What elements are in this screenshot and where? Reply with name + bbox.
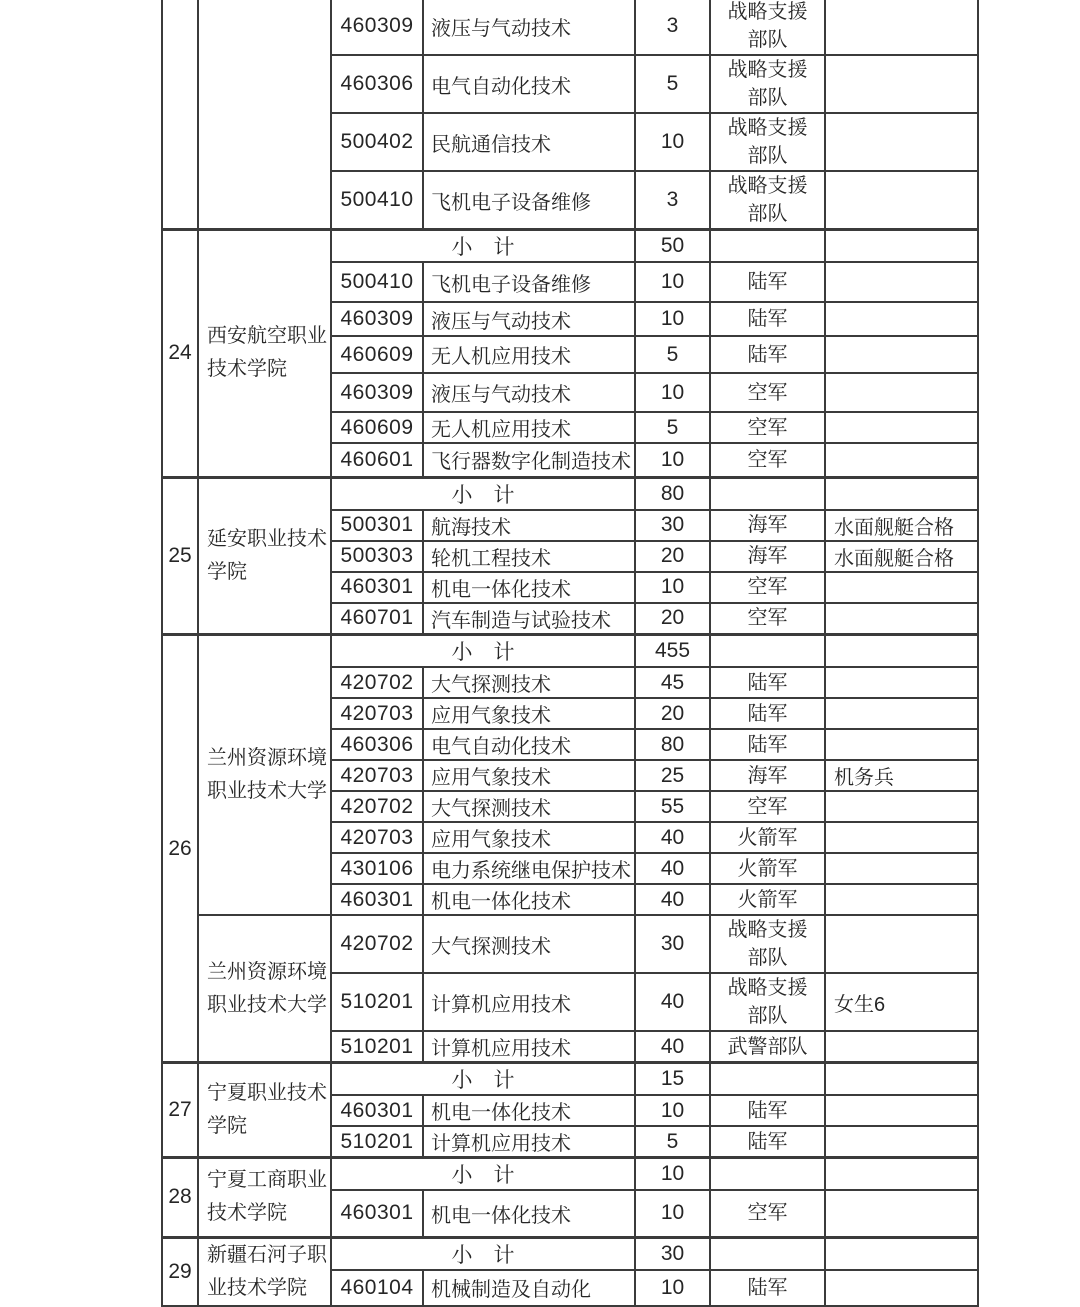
branch-cell: 空军 [710,373,825,412]
quantity-cell: 5 [635,55,710,113]
subtotal-row [162,1158,978,1191]
branch-cell [710,230,825,263]
subtotal-label-cell: 小 计 [331,477,635,510]
quantity-cell: 40 [635,973,710,1031]
quantity-cell: 10 [635,1270,710,1306]
major-code-cell: 510201 [331,1031,423,1063]
major-code-cell: 510201 [331,1126,423,1158]
major-code-cell: 460309 [331,0,423,55]
remark-cell [825,113,978,171]
major-name-cell: 民航通信技术 [423,113,635,171]
remark-cell [825,572,978,603]
major-name-cell: 机械制造及自动化 [423,1270,635,1306]
major-name-cell: 机电一体化技术 [423,572,635,603]
major-code-cell: 460301 [331,884,423,915]
remark-cell [825,1095,978,1126]
major-name-cell: 电气自动化技术 [423,55,635,113]
major-name-cell: 液压与气动技术 [423,0,635,55]
remark-cell [825,477,978,510]
major-name-cell: 无人机应用技术 [423,336,635,373]
remark-cell: 女生6 [825,973,978,1031]
remark-cell [825,373,978,412]
quantity-cell: 3 [635,0,710,55]
branch-cell: 海军 [710,541,825,572]
branch-cell: 陆军 [710,1270,825,1306]
major-name-cell: 电力系统继电保护技术 [423,853,635,884]
major-code-cell: 420703 [331,822,423,853]
quantity-cell: 5 [635,1126,710,1158]
major-code-cell: 510201 [331,973,423,1031]
major-code-cell: 460609 [331,412,423,443]
remark-cell [825,667,978,698]
branch-cell: 战略支援部队 [710,113,825,171]
branch-cell: 空军 [710,1190,825,1237]
major-name-cell: 计算机应用技术 [423,1031,635,1063]
major-code-cell: 420702 [331,667,423,698]
major-name-cell: 飞行器数字化制造技术 [423,443,635,477]
branch-cell: 陆军 [710,302,825,336]
school-cell: 兰州资源环境职业技术大学 [198,635,331,916]
branch-cell: 火箭军 [710,822,825,853]
branch-cell: 空军 [710,791,825,822]
quantity-cell: 30 [635,915,710,973]
quantity-cell: 40 [635,853,710,884]
row-number-cell: 24 [162,230,198,478]
remark-cell [825,603,978,635]
remark-cell [825,336,978,373]
quantity-cell: 10 [635,1095,710,1126]
school-cell: 宁夏工商职业技术学院 [198,1158,331,1238]
remark-cell [825,1270,978,1306]
major-name-cell: 机电一体化技术 [423,884,635,915]
remark-cell [825,262,978,302]
quantity-cell: 40 [635,822,710,853]
branch-cell: 陆军 [710,1126,825,1158]
major-code-cell: 500301 [331,510,423,541]
branch-cell: 火箭军 [710,884,825,915]
quantity-cell: 5 [635,412,710,443]
school-cell: 兰州资源环境职业技术大学 [198,915,331,1063]
subtotal-value-cell: 30 [635,1237,710,1270]
subtotal-label-cell: 小 计 [331,1063,635,1096]
remark-cell [825,853,978,884]
quantity-cell: 45 [635,667,710,698]
remark-cell [825,171,978,230]
remark-cell [825,635,978,668]
remark-cell [825,1031,978,1063]
subtotal-row [162,477,978,510]
branch-cell: 空军 [710,603,825,635]
quantity-cell: 10 [635,302,710,336]
quantity-cell: 10 [635,443,710,477]
remark-cell [825,915,978,973]
branch-cell [710,1063,825,1096]
remark-cell [825,822,978,853]
branch-cell: 战略支援部队 [710,915,825,973]
school-cell [198,0,331,230]
quantity-cell: 55 [635,791,710,822]
major-name-cell: 大气探测技术 [423,667,635,698]
quantity-cell: 10 [635,1190,710,1237]
branch-cell [710,1237,825,1270]
subtotal-value-cell: 80 [635,477,710,510]
school-cell: 宁夏职业技术学院 [198,1063,331,1158]
branch-cell: 战略支援部队 [710,171,825,230]
subtotal-label-cell: 小 计 [331,230,635,263]
remark-cell: 机务兵 [825,760,978,791]
major-code-cell: 420702 [331,915,423,973]
quantity-cell: 40 [635,884,710,915]
subtotal-label-cell: 小 计 [331,635,635,668]
branch-cell: 陆军 [710,698,825,729]
major-code-cell: 460301 [331,1095,423,1126]
major-code-cell: 420703 [331,760,423,791]
major-code-cell: 460301 [331,572,423,603]
branch-cell: 武警部队 [710,1031,825,1063]
major-code-cell: 460701 [331,603,423,635]
quantity-cell: 20 [635,603,710,635]
subtotal-value-cell: 15 [635,1063,710,1096]
branch-cell: 陆军 [710,729,825,760]
row-number-cell: 25 [162,477,198,635]
quantity-cell: 10 [635,373,710,412]
major-name-cell: 飞机电子设备维修 [423,262,635,302]
major-name-cell: 机电一体化技术 [423,1190,635,1237]
remark-cell [825,884,978,915]
major-name-cell: 液压与气动技术 [423,302,635,336]
subtotal-row [162,1237,978,1270]
remark-cell [825,443,978,477]
table-body [162,0,978,1306]
branch-cell [710,1158,825,1191]
major-code-cell: 420703 [331,698,423,729]
quantity-cell: 10 [635,262,710,302]
major-code-cell: 460104 [331,1270,423,1306]
quantity-cell: 40 [635,1031,710,1063]
major-name-cell: 无人机应用技术 [423,412,635,443]
branch-cell: 海军 [710,760,825,791]
school-cell: 西安航空职业技术学院 [198,230,331,478]
row-number-cell: 28 [162,1158,198,1238]
branch-cell: 战略支援部队 [710,973,825,1031]
quantity-cell: 80 [635,729,710,760]
subtotal-row [162,635,978,668]
quantity-cell: 20 [635,541,710,572]
remark-cell [825,230,978,263]
branch-cell: 战略支援部队 [710,0,825,55]
subtotal-label-cell: 小 计 [331,1237,635,1270]
major-name-cell: 计算机应用技术 [423,1126,635,1158]
branch-cell: 战略支援部队 [710,55,825,113]
remark-cell [825,0,978,55]
major-code-cell: 460301 [331,1190,423,1237]
remark-cell [825,1237,978,1270]
row-number-cell: 26 [162,635,198,1063]
subtotal-row [162,1063,978,1096]
subtotal-value-cell: 50 [635,230,710,263]
remark-cell [825,729,978,760]
branch-cell [710,477,825,510]
major-name-cell: 应用气象技术 [423,822,635,853]
major-name-cell: 航海技术 [423,510,635,541]
branch-cell: 陆军 [710,1095,825,1126]
branch-cell: 陆军 [710,667,825,698]
branch-cell: 空军 [710,443,825,477]
remark-cell [825,1126,978,1158]
branch-cell: 陆军 [710,336,825,373]
major-name-cell: 轮机工程技术 [423,541,635,572]
subtotal-value-cell: 455 [635,635,710,668]
row-number-cell [162,0,198,230]
quantity-cell: 25 [635,760,710,791]
branch-cell: 空军 [710,412,825,443]
major-code-cell: 460609 [331,336,423,373]
major-name-cell: 电气自动化技术 [423,729,635,760]
remark-cell: 水面舰艇合格 [825,541,978,572]
remark-cell [825,55,978,113]
remark-cell [825,302,978,336]
major-code-cell: 500303 [331,541,423,572]
major-name-cell: 大气探测技术 [423,915,635,973]
major-code-cell: 500410 [331,262,423,302]
remark-cell [825,412,978,443]
remark-cell [825,1158,978,1191]
major-name-cell: 飞机电子设备维修 [423,171,635,230]
major-code-cell: 460306 [331,55,423,113]
major-code-cell: 420702 [331,791,423,822]
row-number-cell: 27 [162,1063,198,1158]
major-row [162,0,978,55]
major-code-cell: 500410 [331,171,423,230]
quantity-cell: 10 [635,572,710,603]
remark-cell [825,1190,978,1237]
quantity-cell: 10 [635,113,710,171]
major-name-cell: 机电一体化技术 [423,1095,635,1126]
quantity-cell: 30 [635,510,710,541]
major-name-cell: 计算机应用技术 [423,973,635,1031]
enrollment-plan-table [161,0,979,1307]
major-code-cell: 460306 [331,729,423,760]
remark-cell [825,698,978,729]
branch-cell: 火箭军 [710,853,825,884]
row-number-cell: 29 [162,1237,198,1306]
major-name-cell: 大气探测技术 [423,791,635,822]
quantity-cell: 5 [635,336,710,373]
branch-cell: 空军 [710,572,825,603]
major-code-cell: 460309 [331,373,423,412]
school-cell: 新疆石河子职业技术学院 [198,1237,331,1306]
subtotal-value-cell: 10 [635,1158,710,1191]
major-code-cell: 430106 [331,853,423,884]
major-code-cell: 500402 [331,113,423,171]
major-name-cell: 应用气象技术 [423,760,635,791]
branch-cell: 海军 [710,510,825,541]
remark-cell [825,1063,978,1096]
branch-cell: 陆军 [710,262,825,302]
school-cell: 延安职业技术学院 [198,477,331,635]
major-name-cell: 应用气象技术 [423,698,635,729]
subtotal-row [162,230,978,263]
major-name-cell: 汽车制造与试验技术 [423,603,635,635]
remark-cell: 水面舰艇合格 [825,510,978,541]
remark-cell [825,791,978,822]
major-code-cell: 460601 [331,443,423,477]
subtotal-label-cell: 小 计 [331,1158,635,1191]
branch-cell [710,635,825,668]
major-row [162,915,978,973]
quantity-cell: 3 [635,171,710,230]
major-code-cell: 460309 [331,302,423,336]
major-name-cell: 液压与气动技术 [423,373,635,412]
quantity-cell: 20 [635,698,710,729]
